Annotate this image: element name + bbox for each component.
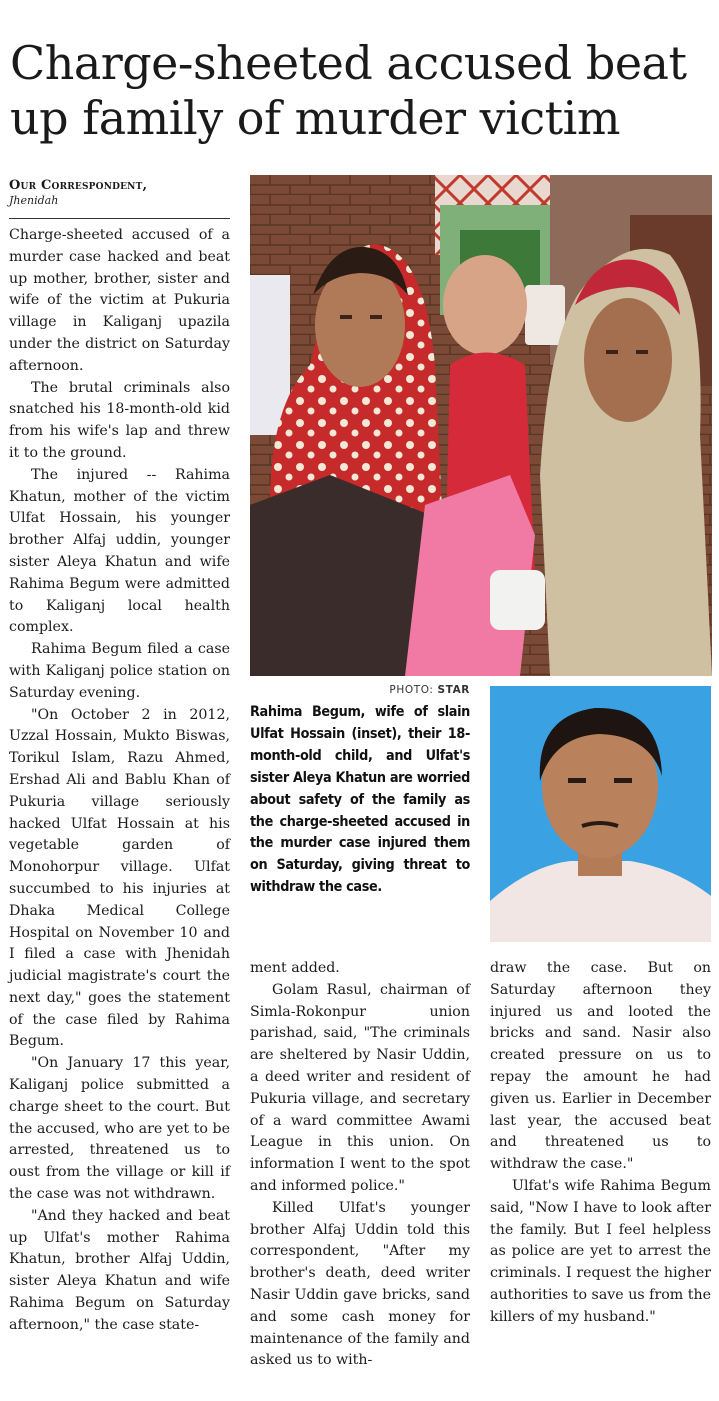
main-photo [250,175,712,676]
paragraph: The brutal criminals also snatched his 18-month-old kid from his wife's lap and threw it to the ground. [9,379,230,461]
main-photo-illustration [250,175,712,676]
paragraph: Rahima Begum filed a case with Kaliganj police station on Saturday evening. [9,641,230,701]
paragraph: The injured -- Rahima Khatun, mother of the victim Ulfat Hossain, his younger brother Alfaj uddin, younger sister Aleya Khatun and wife Rahima Begum were admitted to Kaliganj local health complex. [9,466,230,636]
paragraph: Ulfat's wife Rahima Begum said, "Now I have to look after the family. But I feel helpless as police are yet to arrest the criminals. I request the higher authorities to save us from the killers of my husband." [490,1177,711,1325]
paragraph: "On October 2 in 2012, Uzzal Hossain, Mukto Biswas, Torikul Islam, Razu Ahmed, Ershad Ali and Bablu Khan of Pukuria village seriously hacked Ulfat Hossain at his vegetable garden of Monohorpur village. Ulfat succumbed to his injuries at Dhaka Medical College Hospital on November 10 and I filed a case with Jhenidah judicial magistrate's court the next day," goes the statement of the case filed by Rahima Begum. [9,706,230,1050]
byline-name: Our Correspondent, [9,178,148,193]
paragraph: Killed Ulfat's younger brother Alfaj Uddin told this correspondent, "After my brother's death, deed writer Nasir Uddin gave bricks, sand and some cash money for maintenance of the family and asked us to with- [250,1199,470,1369]
inset-portrait-illustration [490,686,711,942]
photo-credit-prefix: PHOTO: [389,684,438,696]
paragraph: Charge-sheeted accused of a murder case hacked and beat up mother, brother, sister and wife of the victim at Pukuria village in Kaliganj upazila under the district on Saturday afternoon. [9,227,230,374]
photo-credit [250,684,470,696]
photo-caption: Rahima Begum, wife of slain Ulfat Hossain (inset), their 18-month-old child, and Ulfat's sister Aleya Khatun are worried about safety of the family as the charge-sheeted accused in the murder case injured them on Saturday, giving threat to withdraw the case. [250,704,470,896]
middle-column [250,958,470,1372]
right-column [490,958,711,1329]
left-column [9,178,230,1337]
inset-photo [490,686,711,942]
byline-place: Jhenidah [9,194,59,207]
headline: Charge-sheeted accused beat up family of murder victim [10,36,687,145]
byline-rule [9,218,230,219]
photo-credit-source: STAR [437,684,470,696]
paragraph: "On January 17 this year, Kaliganj police submitted a charge sheet to the court. But the accused, who are yet to be arrested, threatened us to oust from the village or kill if the case was not withdrawn. [9,1055,230,1203]
paragraph: Golam Rasul, chairman of Simla-Rokonpur union parishad, said, "The criminals are sheltered by Nasir Uddin, a deed writer and resident of Pukuria village, and secretary of a ward committee Awami League in this union. On information I went to the spot and informed police." [250,981,470,1194]
paragraph: ment added. [250,960,340,976]
paragraph: draw the case. But on Saturday afternoon they injured us and looted the bricks and sand. Nasir also created pressure on us to repay the amount he had given us. Earlier in December last year, the accused beat and threatened us to withdraw the case." [490,960,711,1173]
paragraph: "And they hacked and beat up Ulfat's mother Rahima Khatun, brother Alfaj Uddin, sister Aleya Khatun and wife Rahima Begum on Saturday afternoon," the case state- [9,1207,230,1333]
